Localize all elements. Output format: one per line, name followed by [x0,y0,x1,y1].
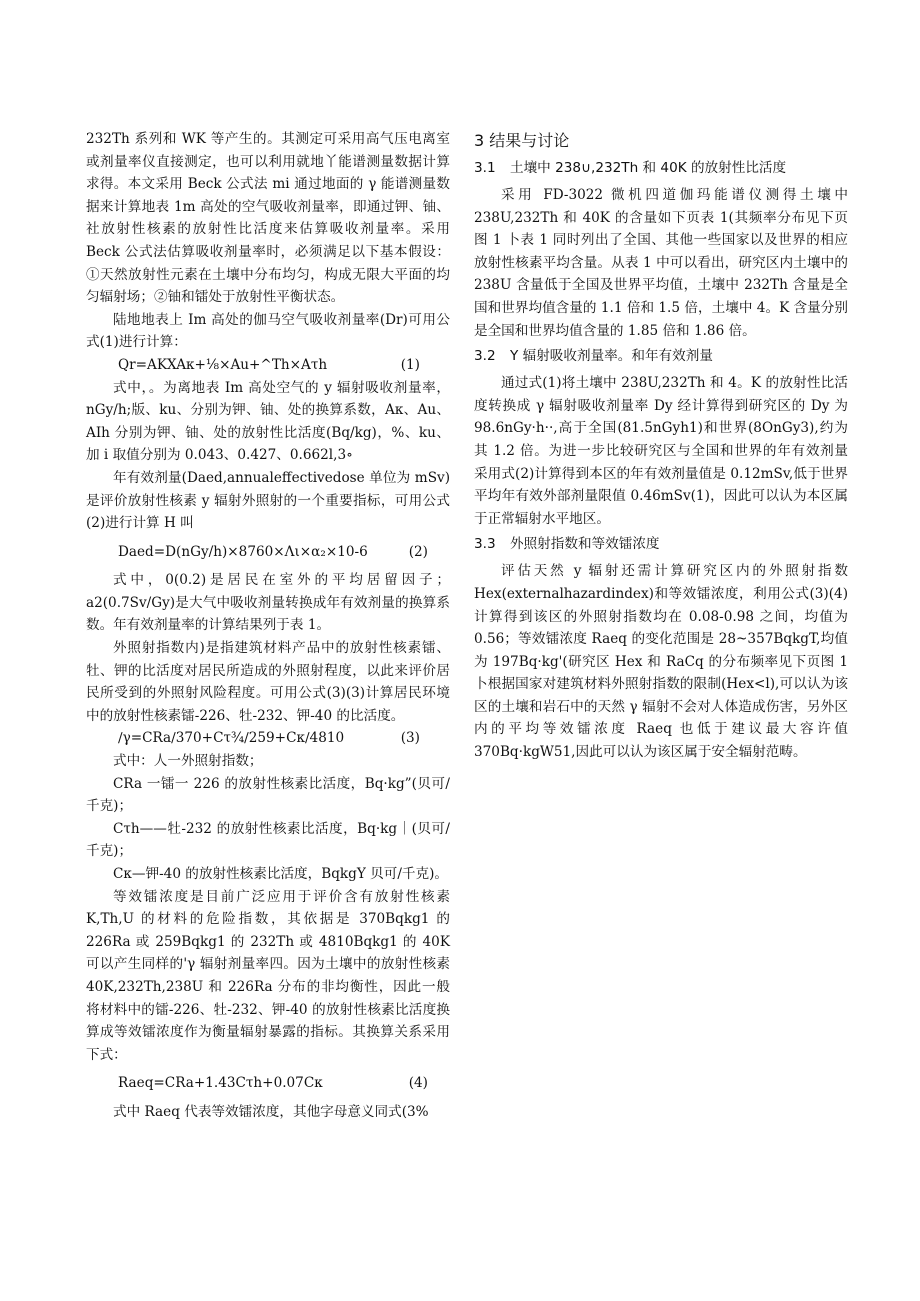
paragraph-eq4-definitions: 式中 Raeq 代表等效镭浓度，其他字母意义同式(3% [113,1103,429,1120]
paragraph-dose-rate-intro: 陆地地表上 Im 高处的伽马空气吸收剂量率(Dr)可用公式(1)进行计算： [86,311,450,351]
paragraph-def-ck: Cκ—钾-40 的放射性核素比活度，BqkgY 贝可/千克)。 [113,866,449,882]
equation-1-number: (1) [400,356,420,373]
equation-2 [86,541,450,564]
paragraph-activity-results: 采用 FD-3022 微机四道伽玛能谱仪测得土壤中 238U,232Th 和 40K 的含量如下页表 1(其频率分布见下页图 1 卜表 1 同时列出了全国、其他一些国家以及世界的相应放射性核素平均含量。从表 1 中可以看出，研究区内土壤中的 238U 含量低于全国及世界平均值，土壤中 232Th 含量是全国和世界均值含量的 1.1 倍和 1.5 倍，土壤中 4。K 含量分别是全国和世界均值含量的 1.85 倍和 1.86 倍。 [474,187,848,339]
paragraph-def-cra: CRa 一镭一 226 的放射性核素比活度，Bq·kg”(贝可/千克)； [86,775,450,815]
paragraph-dose-results: 通过式(1)将土壤中 238U,232Th 和 4。K 的放射性比活度转换成 γ 辐射吸收剂量率 Dy 经计算得到研究区的 Dy 为 98.6nGy·h··,高于全国(81.5nGyh1)和世界(8OnGy3),约为其 1.2 倍。为进一步比较研究区与全国和世界的年有效剂量 采用式(2)计算得到本区的年有效剂量值是 0.12mSv,低于世界平均年有效外部剂量限值 0.46mSv(1)，因此可以认为本区属于正常辐射水平地区。 [474,375,848,527]
subsection-number: 3.2 [474,348,496,365]
subsection-heading-3-1 [474,156,848,180]
paragraph-annual-dose: 年有效剂量(Daed,annualeffectivedose 单位为 mSv)是评价放射性核素 y 辐射外照射的一个重要指标，可用公式(2)进行计算 H 叫 [86,469,450,532]
subsection-heading-3-2 [474,344,848,368]
paragraph-radium-equivalent: 等效镭浓度是目前广泛应用于评价含有放射性核素 K,Th,U 的材料的危险指数，其依据是 370Bqkg1 的 226Ra 或 259Bqkg1 的 232Th 或 4810Bqkg1 的 40K 可以产生同样的'γ 辐射剂量率四。因为土壤中的放射性核素 40K,232Th,238U 和 226Ra 分布的非均衡性，因此一般将材料中的镭-226、牡-232、钾-40 的放射性核素比活度换算成等效镭浓度作为衡量辐射暴露的指标。其换算关系采用下式： [86,888,450,1063]
equation-4 [86,1072,450,1095]
paragraph-eq1-definitions: 式中，。为离地表 Im 高处空气的 y 辐射吸收剂量率，nGy/h;版、ku、分别为钾、铀、处的换算系数，Aκ、Au、AIh 分别为钾、铀、处的放射性比活度(Bq/kg)，%、ku、加 i 取值分别为 0.043、0.427、0.662l,3∘ [86,379,450,464]
paragraph-hazard-results: 评估天然 y 辐射还需计算研究区内的外照射指数 Hex(externalhazardindex)和等效镭浓度，利用公式(3)(4)计算得到该区的外照射指数均在 0.08-0.98 之间，均值为 0.56；等效镭浓度 Raeq 的变化范围是 28~357BqkgT,均值为 197Bq·kg'(研究区 Hex 和 RaCq 的分布频率见下页图 1 卜根据国家对建筑材料外照射指数的限制(Hex<l),可以认为该区的土壤和岩石中的天然 γ 辐射不会对人体造成伤害，另外区内的平均等效镭浓度 Raeq 也低于建议最大容许值 370Bq·kgW51,因此可以认为该区属于安全辐射范畴。 [474,563,848,761]
equation-4-formula: Raeq=CRa+1.43Cτh+0.07Cκ [118,1075,323,1092]
equation-3-formula: ∕γ=CRa∕370+Cτ¾∕259+Cκ∕4810 [118,730,345,747]
subsection-heading-3-3 [474,532,848,556]
paragraph-eq2-definitions: 式中，0(0.2)是居民在室外的平均居留因子；a2(0.7Sv/Gy)是大气中吸收剂量转换成年有效剂量的换算系数。年有效剂量率的计算结果列于表 1。 [86,572,450,634]
equation-3-number: (3) [400,730,420,747]
equation-3 [86,727,450,750]
section-heading-results: 3 结果与讨论 [474,131,570,150]
subsection-title: 外照射指数和等效镭浓度 [510,536,660,553]
equation-1-formula: Qr=AKXAκ+⅛×Au+^Th×Aτh [118,356,328,373]
paragraph-beck-method: 232Th 系列和 WK 等产生的。其测定可采用高气压电离室或剂量率仪直接测定，也可以利用就地丫能谱测量数据计算求得。本文采用 Beck 公式法 mi 通过地面的 γ 能谱测量数据来计算地表 1m 高处的空气吸收剂量率，即通过钾、铀、社放射性核素的放射性比活度来估算吸收剂量率。采用 Beck 公式法估算吸收剂量率时，必须满足以下基本假设：①天然放射性元素在土壤中分布均匀，构成无限大平面的均匀辐射场；②铀和镭处于放射性平衡状态。 [86,131,450,306]
subsection-number: 3.3 [474,536,496,553]
equation-2-number: (2) [408,543,428,560]
equation-1 [86,354,450,377]
paragraph-eq3-where: 式中：人一外照射指数； [113,753,263,770]
subsection-number: 3.1 [474,160,496,176]
subsection-title: 土壤中 238∪,232Th 和 40K 的放射性比活度 [510,160,787,176]
paragraph-def-cth: Cτh——牡-232 的放射性核素比活度，Bq·kg｜(贝可/千克)； [86,820,450,860]
equation-4-number: (4) [408,1075,428,1092]
paragraph-external-index: 外照射指数内)是指建筑材料产品中的放射性核素镭、牡、钾的比活度对居民所造成的外照射程度，以此来评价居民所受到的外照射风险程度。可用公式(3)(3)计算居民环境中的放射性核素镭-226、牡-232、钾-40 的比活度。 [86,640,450,724]
left-column [86,128,450,1124]
equation-2-formula: Daed=D(nGy/h)×8760×Λι×α₂×10-6 [118,543,368,560]
subsection-title: Y 辐射吸收剂量率。和年有效剂量 [510,348,713,365]
right-column [474,128,848,764]
